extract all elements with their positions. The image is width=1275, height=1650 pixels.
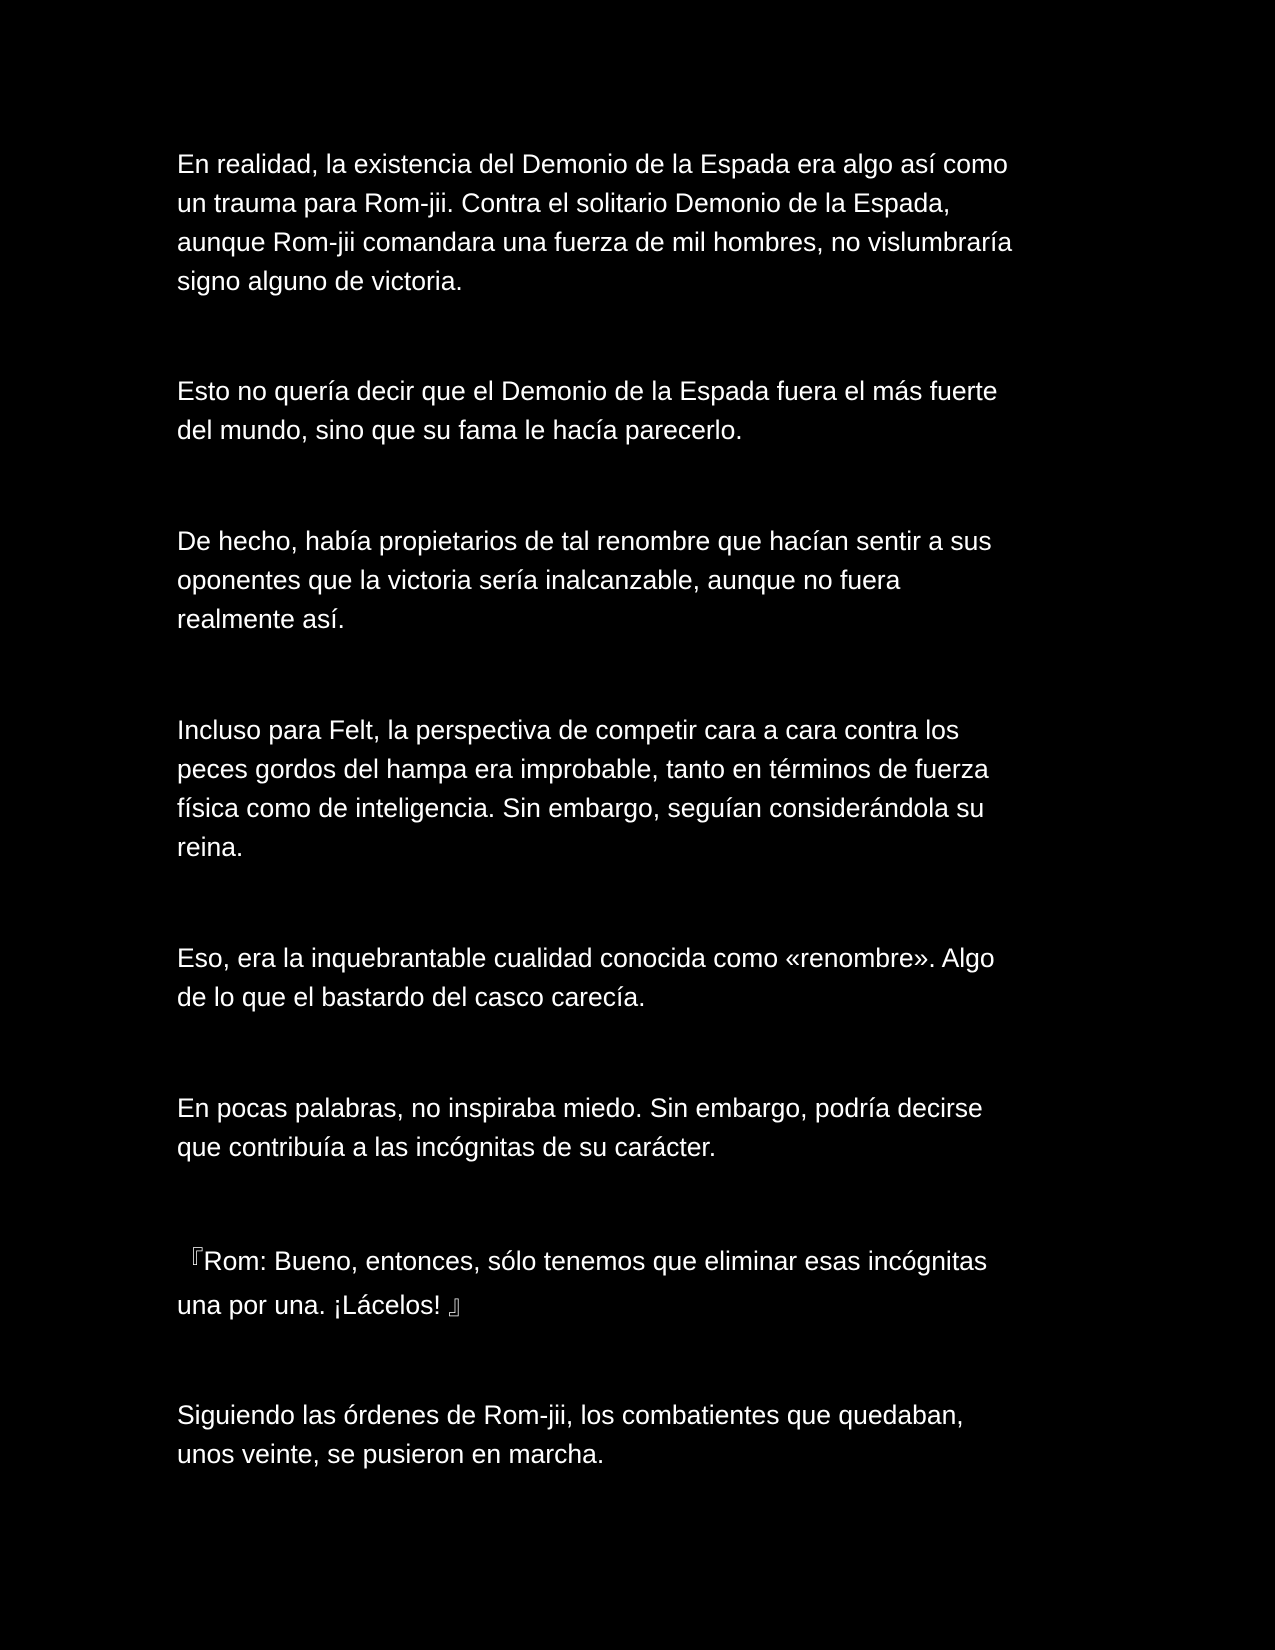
dialogue-paragraph [177, 1239, 1112, 1327]
text-line: unos veinte, se pusieron en marcha. [177, 1439, 605, 1469]
text-line: física como de inteligencia. Sin embargo, seguían considerándola su [177, 793, 985, 823]
paragraph [177, 1396, 1112, 1474]
paragraph [177, 1089, 1112, 1167]
text-line: Esto no quería decir que el Demonio de la Espada fuera el más fuerte [177, 376, 998, 406]
text-line: aunque Rom-jii comandara una fuerza de mil hombres, no vislumbraría [177, 227, 1013, 257]
text-line: signo alguno de victoria. [177, 266, 463, 296]
text-line: De hecho, había propietarios de tal renombre que hacían sentir a sus [177, 526, 992, 556]
document-page [177, 145, 1112, 1474]
text-line: que contribuía a las incógnitas de su carácter. [177, 1132, 717, 1162]
text-line: En pocas palabras, no inspiraba miedo. Sin embargo, podría decirse [177, 1093, 983, 1123]
text-line: reina. [177, 832, 244, 862]
paragraph [177, 372, 1112, 450]
paragraph [177, 145, 1112, 301]
text-line: de lo que el bastardo del casco carecía. [177, 982, 646, 1012]
paragraph [177, 939, 1112, 1017]
paragraph [177, 711, 1112, 867]
text-line: un trauma para Rom-jii. Contra el solitario Demonio de la Espada, [177, 188, 951, 218]
text-line: 『Rom: Bueno, entonces, sólo tenemos que eliminar esas incógnitas [177, 1246, 988, 1276]
text-line: oponentes que la victoria sería inalcanzable, aunque no fuera [177, 565, 901, 595]
text-line: realmente así. [177, 604, 345, 634]
text-line: peces gordos del hampa era improbable, tanto en términos de fuerza [177, 754, 989, 784]
text-line: Eso, era la inquebrantable cualidad conocida como «renombre». Algo [177, 943, 995, 973]
text-line: Incluso para Felt, la perspectiva de competir cara a cara contra los [177, 715, 960, 745]
paragraph [177, 522, 1112, 639]
text-line: una por una. ¡Lácelos! 』 [177, 1290, 475, 1320]
text-line: del mundo, sino que su fama le hacía parecerlo. [177, 415, 743, 445]
text-line: En realidad, la existencia del Demonio de la Espada era algo así como [177, 149, 1008, 179]
text-line: Siguiendo las órdenes de Rom-jii, los combatientes que quedaban, [177, 1400, 964, 1430]
